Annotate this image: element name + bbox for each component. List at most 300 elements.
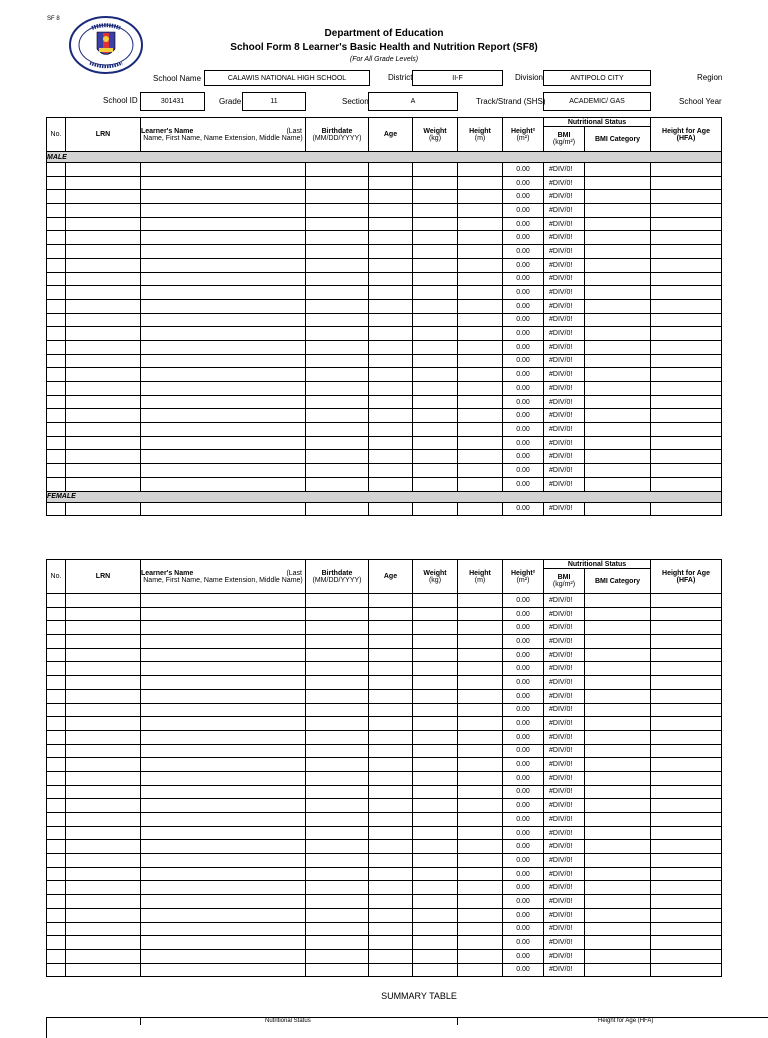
cell-height[interactable] — [458, 176, 503, 190]
cell-weight[interactable] — [413, 813, 458, 827]
cell-birthdate[interactable] — [306, 502, 369, 516]
cell-height[interactable] — [458, 867, 503, 881]
cell-height[interactable] — [458, 204, 503, 218]
cell-learner-name[interactable] — [141, 717, 306, 731]
cell-birthdate[interactable] — [306, 813, 369, 827]
cell-weight[interactable] — [413, 895, 458, 909]
cell-height[interactable] — [458, 245, 503, 259]
cell-learner-name[interactable] — [141, 245, 306, 259]
cell-birthdate[interactable] — [306, 840, 369, 854]
cell-birthdate[interactable] — [306, 450, 369, 464]
cell-learner-name[interactable] — [141, 423, 306, 437]
cell-hfa — [651, 190, 722, 204]
cell-height-squared: 0.00 — [503, 176, 544, 190]
cell-learner-name[interactable] — [141, 826, 306, 840]
cell-weight[interactable] — [413, 163, 458, 177]
cell-birthdate[interactable] — [306, 299, 369, 313]
cell-height[interactable] — [458, 689, 503, 703]
cell-lrn[interactable] — [66, 450, 141, 464]
cell-weight[interactable] — [413, 395, 458, 409]
section-field[interactable]: A — [368, 92, 458, 111]
cell-birthdate[interactable] — [306, 204, 369, 218]
cell-weight[interactable] — [413, 464, 458, 478]
cell-weight[interactable] — [413, 272, 458, 286]
cell-lrn[interactable] — [66, 895, 141, 909]
cell-learner-name[interactable] — [141, 895, 306, 909]
cell-lrn[interactable] — [66, 217, 141, 231]
cell-learner-name[interactable] — [141, 258, 306, 272]
cell-lrn[interactable] — [66, 464, 141, 478]
cell-height[interactable] — [458, 771, 503, 785]
table-row — [47, 190, 722, 204]
cell-learner-name[interactable] — [141, 648, 306, 662]
cell-height[interactable] — [458, 477, 503, 491]
cell-lrn[interactable] — [66, 922, 141, 936]
cell-lrn[interactable] — [66, 662, 141, 676]
cell-height[interactable] — [458, 272, 503, 286]
cell-lrn[interactable] — [66, 840, 141, 854]
cell-learner-name[interactable] — [141, 840, 306, 854]
cell-lrn[interactable] — [66, 395, 141, 409]
cell-learner-name[interactable] — [141, 676, 306, 690]
cell-no — [47, 648, 66, 662]
cell-lrn[interactable] — [66, 436, 141, 450]
cell-birthdate[interactable] — [306, 409, 369, 423]
cell-lrn[interactable] — [66, 881, 141, 895]
cell-lrn[interactable] — [66, 730, 141, 744]
cell-height[interactable] — [458, 813, 503, 827]
cell-weight[interactable] — [413, 703, 458, 717]
cell-birthdate[interactable] — [306, 594, 369, 608]
cell-birthdate[interactable] — [306, 744, 369, 758]
cell-birthdate[interactable] — [306, 368, 369, 382]
cell-weight[interactable] — [413, 785, 458, 799]
cell-height[interactable] — [458, 949, 503, 963]
cell-learner-name[interactable] — [141, 771, 306, 785]
cell-weight[interactable] — [413, 826, 458, 840]
cell-birthdate[interactable] — [306, 648, 369, 662]
cell-height[interactable] — [458, 464, 503, 478]
cell-birthdate[interactable] — [306, 354, 369, 368]
cell-height[interactable] — [458, 163, 503, 177]
cell-learner-name[interactable] — [141, 409, 306, 423]
cell-lrn[interactable] — [66, 689, 141, 703]
cell-learner-name[interactable] — [141, 354, 306, 368]
cell-birthdate[interactable] — [306, 163, 369, 177]
cell-weight[interactable] — [413, 176, 458, 190]
cell-learner-name[interactable] — [141, 799, 306, 813]
cell-height[interactable] — [458, 676, 503, 690]
cell-height[interactable] — [458, 299, 503, 313]
cell-height[interactable] — [458, 922, 503, 936]
cell-lrn[interactable] — [66, 908, 141, 922]
cell-learner-name[interactable] — [141, 217, 306, 231]
cell-birthdate[interactable] — [306, 607, 369, 621]
cell-learner-name[interactable] — [141, 744, 306, 758]
grade-field[interactable]: 11 — [242, 92, 306, 111]
cell-learner-name[interactable] — [141, 382, 306, 396]
cell-lrn[interactable] — [66, 423, 141, 437]
cell-lrn[interactable] — [66, 785, 141, 799]
cell-height[interactable] — [458, 502, 503, 516]
cell-birthdate[interactable] — [306, 826, 369, 840]
cell-weight[interactable] — [413, 662, 458, 676]
cell-weight[interactable] — [413, 607, 458, 621]
cell-weight[interactable] — [413, 217, 458, 231]
cell-birthdate[interactable] — [306, 635, 369, 649]
cell-age — [369, 245, 413, 259]
cell-lrn[interactable] — [66, 744, 141, 758]
cell-learner-name[interactable] — [141, 286, 306, 300]
cell-weight[interactable] — [413, 382, 458, 396]
cell-bmi: #DIV/0! — [544, 258, 585, 272]
cell-lrn[interactable] — [66, 758, 141, 772]
cell-height[interactable] — [458, 354, 503, 368]
cell-height[interactable] — [458, 895, 503, 909]
cell-learner-name[interactable] — [141, 340, 306, 354]
cell-age — [369, 190, 413, 204]
cell-bmi: #DIV/0! — [544, 327, 585, 341]
cell-learner-name[interactable] — [141, 635, 306, 649]
cell-birthdate[interactable] — [306, 190, 369, 204]
cell-weight[interactable] — [413, 949, 458, 963]
cell-birthdate[interactable] — [306, 245, 369, 259]
cell-height[interactable] — [458, 703, 503, 717]
cell-weight[interactable] — [413, 936, 458, 950]
cell-lrn[interactable] — [66, 368, 141, 382]
cell-learner-name[interactable] — [141, 477, 306, 491]
cell-lrn[interactable] — [66, 502, 141, 516]
cell-height[interactable] — [458, 231, 503, 245]
cell-weight[interactable] — [413, 409, 458, 423]
cell-height[interactable] — [458, 963, 503, 977]
cell-lrn[interactable] — [66, 867, 141, 881]
cell-learner-name[interactable] — [141, 163, 306, 177]
cell-weight[interactable] — [413, 502, 458, 516]
cell-learner-name[interactable] — [141, 176, 306, 190]
cell-height-squared: 0.00 — [503, 382, 544, 396]
cell-weight[interactable] — [413, 840, 458, 854]
cell-height[interactable] — [458, 258, 503, 272]
cell-learner-name[interactable] — [141, 594, 306, 608]
cell-lrn[interactable] — [66, 327, 141, 341]
cell-learner-name[interactable] — [141, 908, 306, 922]
cell-bmi: #DIV/0! — [544, 502, 585, 516]
cell-weight[interactable] — [413, 286, 458, 300]
cell-lrn[interactable] — [66, 676, 141, 690]
cell-learner-name[interactable] — [141, 936, 306, 950]
cell-birthdate[interactable] — [306, 436, 369, 450]
cell-height[interactable] — [458, 607, 503, 621]
cell-weight[interactable] — [413, 477, 458, 491]
cell-weight[interactable] — [413, 594, 458, 608]
cell-birthdate[interactable] — [306, 963, 369, 977]
table-row — [47, 621, 722, 635]
cell-lrn[interactable] — [66, 771, 141, 785]
cell-birthdate[interactable] — [306, 382, 369, 396]
cell-weight[interactable] — [413, 758, 458, 772]
cell-height[interactable] — [458, 730, 503, 744]
cell-weight[interactable] — [413, 354, 458, 368]
col-height — [458, 560, 503, 594]
cell-lrn[interactable] — [66, 204, 141, 218]
cell-learner-name[interactable] — [141, 502, 306, 516]
cell-height[interactable] — [458, 327, 503, 341]
cell-weight[interactable] — [413, 368, 458, 382]
cell-lrn[interactable] — [66, 703, 141, 717]
cell-weight[interactable] — [413, 231, 458, 245]
cell-height[interactable] — [458, 826, 503, 840]
school-id-label: School ID — [103, 96, 138, 105]
col-learner-name — [141, 118, 306, 152]
cell-weight[interactable] — [413, 190, 458, 204]
cell-weight[interactable] — [413, 963, 458, 977]
cell-height[interactable] — [458, 621, 503, 635]
cell-birthdate[interactable] — [306, 799, 369, 813]
cell-weight[interactable] — [413, 922, 458, 936]
cell-learner-name[interactable] — [141, 231, 306, 245]
cell-height[interactable] — [458, 436, 503, 450]
cell-learner-name[interactable] — [141, 190, 306, 204]
cell-height[interactable] — [458, 881, 503, 895]
cell-lrn[interactable] — [66, 245, 141, 259]
cell-lrn[interactable] — [66, 231, 141, 245]
cell-learner-name[interactable] — [141, 327, 306, 341]
cell-learner-name[interactable] — [141, 949, 306, 963]
cell-height[interactable] — [458, 936, 503, 950]
cell-birthdate[interactable] — [306, 785, 369, 799]
cell-birthdate[interactable] — [306, 395, 369, 409]
cell-weight[interactable] — [413, 313, 458, 327]
cell-birthdate[interactable] — [306, 881, 369, 895]
cell-birthdate[interactable] — [306, 231, 369, 245]
cell-learner-name[interactable] — [141, 867, 306, 881]
cell-birthdate[interactable] — [306, 717, 369, 731]
cell-lrn[interactable] — [66, 409, 141, 423]
cell-lrn[interactable] — [66, 854, 141, 868]
cell-height[interactable] — [458, 840, 503, 854]
cell-lrn[interactable] — [66, 621, 141, 635]
cell-learner-name[interactable] — [141, 703, 306, 717]
cell-birthdate[interactable] — [306, 922, 369, 936]
cell-birthdate[interactable] — [306, 621, 369, 635]
cell-height[interactable] — [458, 340, 503, 354]
cell-learner-name[interactable] — [141, 689, 306, 703]
cell-height[interactable] — [458, 313, 503, 327]
cell-weight[interactable] — [413, 771, 458, 785]
cell-birthdate[interactable] — [306, 340, 369, 354]
cell-birthdate[interactable] — [306, 176, 369, 190]
cell-age — [369, 395, 413, 409]
cell-learner-name[interactable] — [141, 662, 306, 676]
cell-birthdate[interactable] — [306, 258, 369, 272]
cell-height[interactable] — [458, 635, 503, 649]
cell-weight[interactable] — [413, 730, 458, 744]
cell-lrn[interactable] — [66, 936, 141, 950]
track-label: Track/Strand (SHS) — [476, 97, 546, 106]
col-lrn-label: LRN — [95, 131, 111, 138]
cell-bmi-category — [585, 949, 651, 963]
cell-birthdate[interactable] — [306, 423, 369, 437]
cell-no — [47, 676, 66, 690]
cell-bmi-category — [585, 771, 651, 785]
cell-lrn[interactable] — [66, 826, 141, 840]
cell-lrn[interactable] — [66, 607, 141, 621]
cell-learner-name[interactable] — [141, 313, 306, 327]
cell-learner-name[interactable] — [141, 621, 306, 635]
cell-weight[interactable] — [413, 299, 458, 313]
cell-weight[interactable] — [413, 258, 458, 272]
cell-birthdate[interactable] — [306, 908, 369, 922]
cell-learner-name[interactable] — [141, 368, 306, 382]
cell-lrn[interactable] — [66, 635, 141, 649]
cell-lrn[interactable] — [66, 717, 141, 731]
cell-weight[interactable] — [413, 436, 458, 450]
cell-weight[interactable] — [413, 744, 458, 758]
cell-height[interactable] — [458, 785, 503, 799]
cell-birthdate[interactable] — [306, 327, 369, 341]
cell-lrn[interactable] — [66, 190, 141, 204]
cell-lrn[interactable] — [66, 176, 141, 190]
cell-bmi: #DIV/0! — [544, 826, 585, 840]
cell-weight[interactable] — [413, 423, 458, 437]
cell-height[interactable] — [458, 286, 503, 300]
cell-learner-name[interactable] — [141, 922, 306, 936]
cell-lrn[interactable] — [66, 272, 141, 286]
cell-learner-name[interactable] — [141, 785, 306, 799]
cell-weight[interactable] — [413, 676, 458, 690]
cell-birthdate[interactable] — [306, 949, 369, 963]
track-field[interactable]: ACADEMIC/ GAS — [543, 92, 651, 111]
cell-learner-name[interactable] — [141, 395, 306, 409]
cell-hfa — [651, 922, 722, 936]
cell-weight[interactable] — [413, 648, 458, 662]
school-id-field[interactable]: 301431 — [140, 92, 205, 111]
cell-height[interactable] — [458, 758, 503, 772]
cell-lrn[interactable] — [66, 382, 141, 396]
cell-height[interactable] — [458, 908, 503, 922]
cell-height[interactable] — [458, 648, 503, 662]
cell-lrn[interactable] — [66, 340, 141, 354]
col-birthdate-label: Birthdate — [321, 127, 353, 135]
cell-lrn[interactable] — [66, 258, 141, 272]
division-field[interactable]: ANTIPOLO CITY — [543, 70, 651, 86]
cell-birthdate[interactable] — [306, 662, 369, 676]
cell-weight[interactable] — [413, 689, 458, 703]
cell-lrn[interactable] — [66, 477, 141, 491]
cell-weight[interactable] — [413, 881, 458, 895]
cell-birthdate[interactable] — [306, 730, 369, 744]
cell-learner-name[interactable] — [141, 854, 306, 868]
cell-height[interactable] — [458, 717, 503, 731]
cell-weight[interactable] — [413, 204, 458, 218]
cell-height[interactable] — [458, 217, 503, 231]
cell-weight[interactable] — [413, 245, 458, 259]
cell-learner-name[interactable] — [141, 464, 306, 478]
cell-height[interactable] — [458, 662, 503, 676]
cell-learner-name[interactable] — [141, 607, 306, 621]
cell-birthdate[interactable] — [306, 867, 369, 881]
cell-weight[interactable] — [413, 717, 458, 731]
cell-learner-name[interactable] — [141, 881, 306, 895]
cell-learner-name[interactable] — [141, 963, 306, 977]
cell-weight[interactable] — [413, 450, 458, 464]
cell-birthdate[interactable] — [306, 936, 369, 950]
cell-birthdate[interactable] — [306, 895, 369, 909]
cell-birthdate[interactable] — [306, 272, 369, 286]
cell-lrn[interactable] — [66, 354, 141, 368]
cell-weight[interactable] — [413, 799, 458, 813]
cell-height[interactable] — [458, 450, 503, 464]
cell-lrn[interactable] — [66, 799, 141, 813]
cell-weight[interactable] — [413, 867, 458, 881]
cell-weight[interactable] — [413, 327, 458, 341]
cell-age — [369, 327, 413, 341]
cell-learner-name[interactable] — [141, 450, 306, 464]
cell-height[interactable] — [458, 395, 503, 409]
cell-height[interactable] — [458, 368, 503, 382]
cell-height[interactable] — [458, 382, 503, 396]
cell-height[interactable] — [458, 423, 503, 437]
cell-birthdate[interactable] — [306, 758, 369, 772]
cell-lrn[interactable] — [66, 313, 141, 327]
cell-weight[interactable] — [413, 908, 458, 922]
cell-learner-name[interactable] — [141, 436, 306, 450]
cell-birthdate[interactable] — [306, 286, 369, 300]
cell-birthdate[interactable] — [306, 477, 369, 491]
cell-lrn[interactable] — [66, 648, 141, 662]
cell-learner-name[interactable] — [141, 272, 306, 286]
cell-height[interactable] — [458, 594, 503, 608]
cell-weight[interactable] — [413, 635, 458, 649]
cell-lrn[interactable] — [66, 286, 141, 300]
district-field[interactable]: II-F — [412, 70, 503, 86]
cell-height[interactable] — [458, 744, 503, 758]
cell-height[interactable] — [458, 854, 503, 868]
cell-hfa — [651, 881, 722, 895]
cell-birthdate[interactable] — [306, 771, 369, 785]
cell-birthdate[interactable] — [306, 854, 369, 868]
cell-lrn[interactable] — [66, 813, 141, 827]
cell-hfa — [651, 286, 722, 300]
cell-weight[interactable] — [413, 854, 458, 868]
cell-lrn[interactable] — [66, 163, 141, 177]
cell-learner-name[interactable] — [141, 758, 306, 772]
cell-lrn[interactable] — [66, 949, 141, 963]
cell-weight[interactable] — [413, 621, 458, 635]
cell-learner-name[interactable] — [141, 813, 306, 827]
cell-birthdate[interactable] — [306, 689, 369, 703]
cell-learner-name[interactable] — [141, 299, 306, 313]
cell-lrn[interactable] — [66, 963, 141, 977]
cell-learner-name[interactable] — [141, 730, 306, 744]
col-name-rest: Name, First Name, Name Extension, Middle Name) — [143, 134, 303, 142]
cell-birthdate[interactable] — [306, 703, 369, 717]
cell-lrn[interactable] — [66, 594, 141, 608]
cell-hfa — [651, 744, 722, 758]
cell-height[interactable] — [458, 190, 503, 204]
cell-birthdate[interactable] — [306, 217, 369, 231]
cell-birthdate[interactable] — [306, 464, 369, 478]
cell-birthdate[interactable] — [306, 313, 369, 327]
cell-weight[interactable] — [413, 340, 458, 354]
cell-lrn[interactable] — [66, 299, 141, 313]
cell-birthdate[interactable] — [306, 676, 369, 690]
cell-height[interactable] — [458, 799, 503, 813]
cell-height[interactable] — [458, 409, 503, 423]
school-name-field[interactable]: CALAWIS NATIONAL HIGH SCHOOL — [204, 70, 370, 86]
cell-learner-name[interactable] — [141, 204, 306, 218]
